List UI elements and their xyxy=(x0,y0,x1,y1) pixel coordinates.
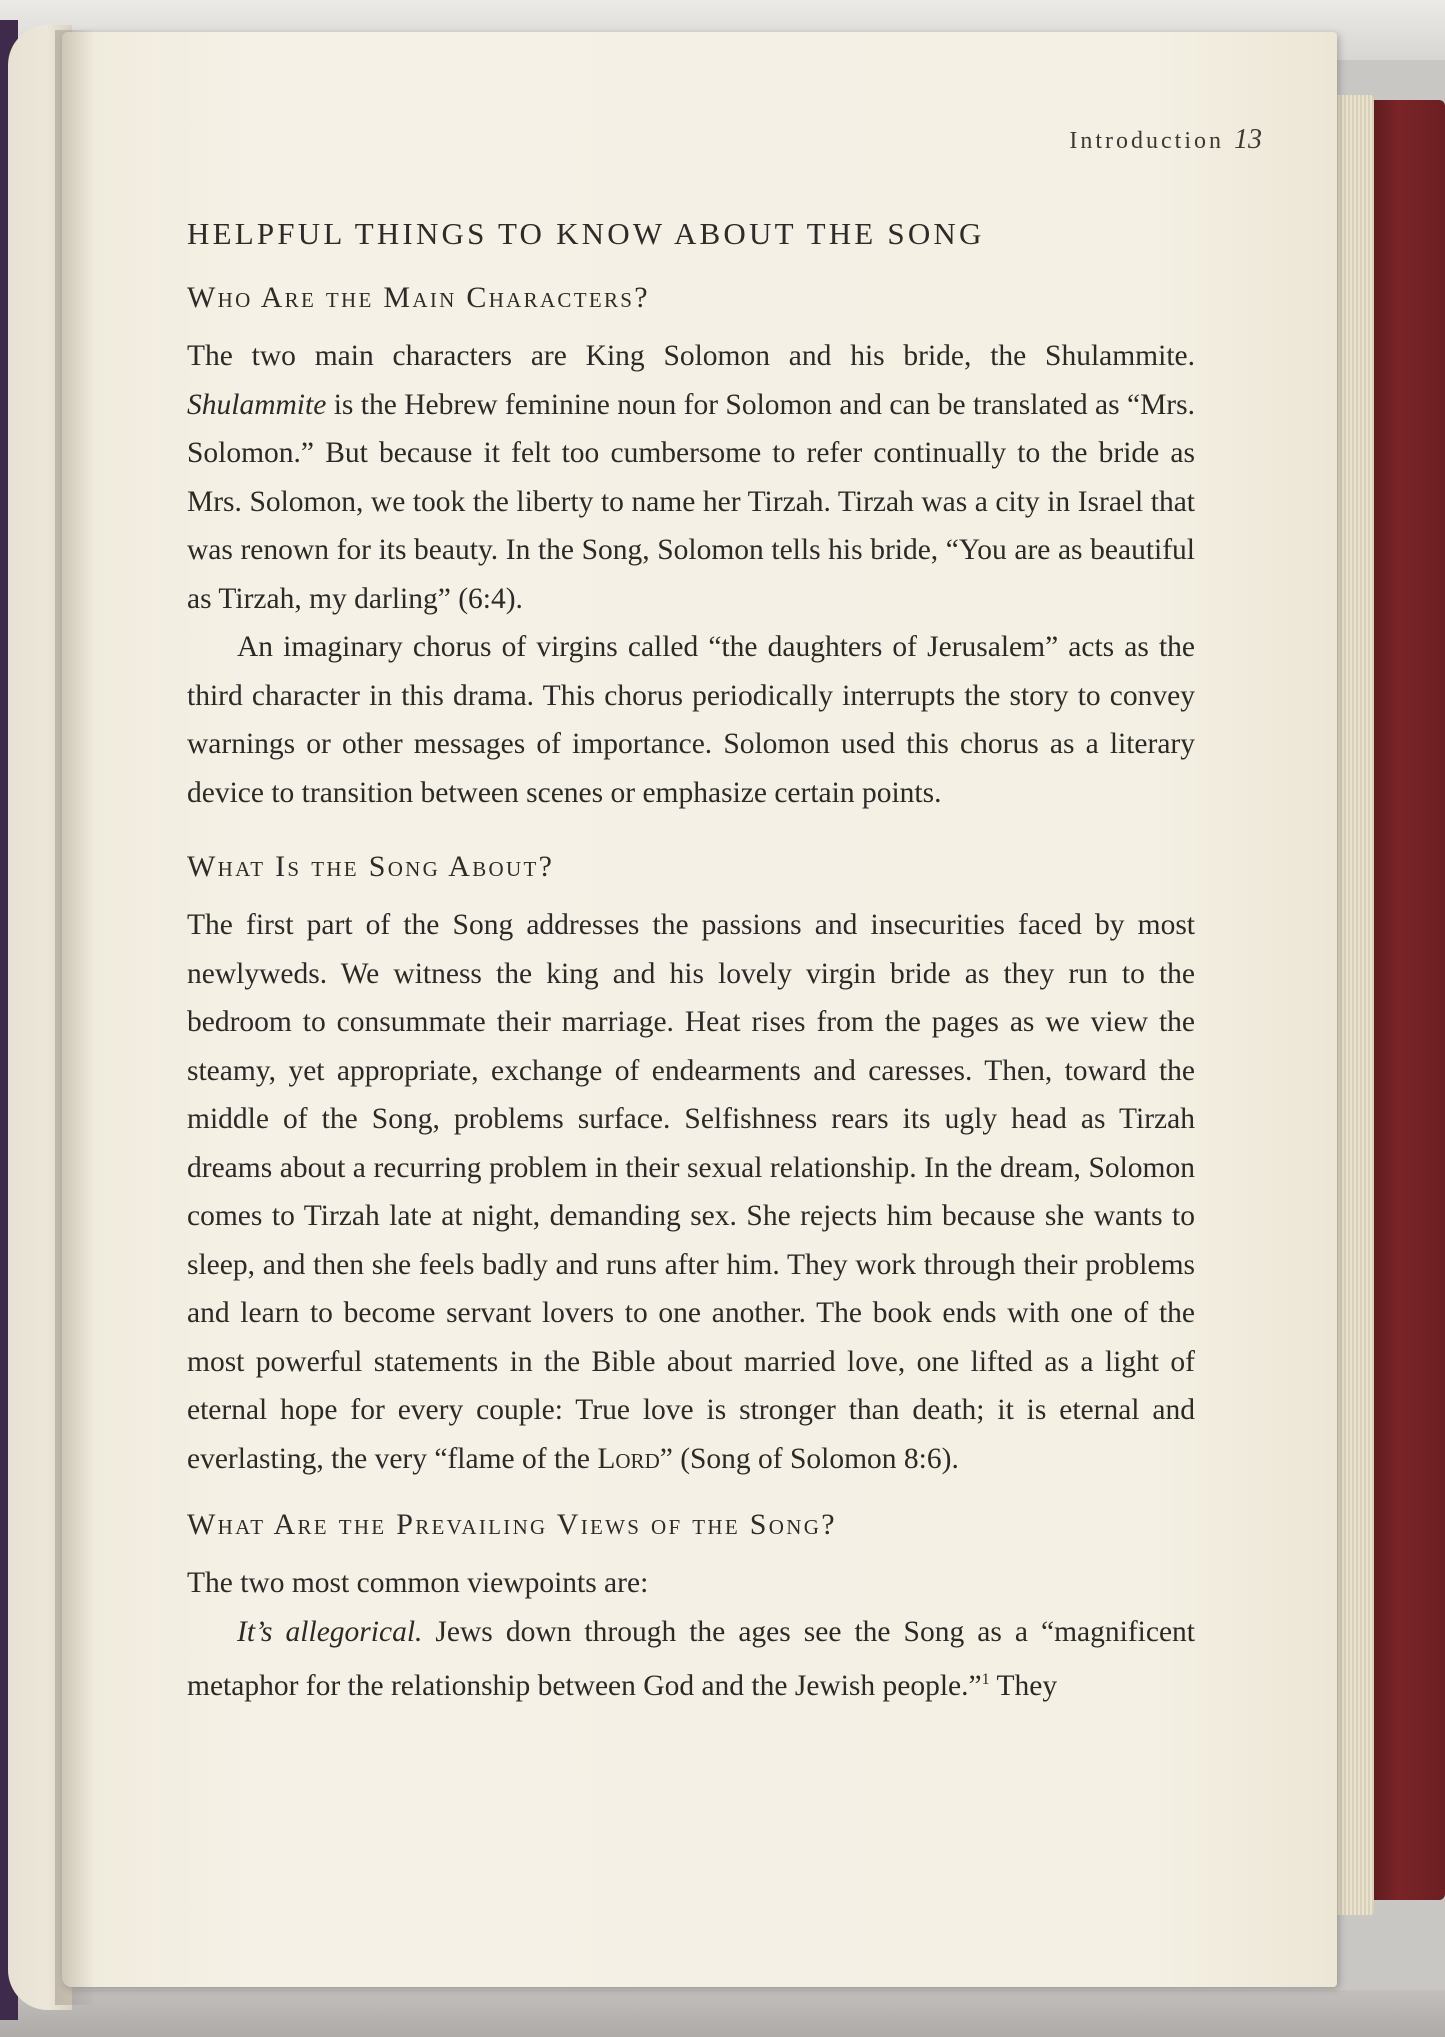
text-run: is the Hebrew feminine noun for Solomon and can be translated as “Mrs. Solomon.” But because it felt too cumbersome to refer continually to the bride as Mrs. Solomon, we took the liberty to name her Tirzah. Tirzah was a city in Israel that was renown for its beauty. In the Song, Solomon tells his bride, “You are as beautiful as Tirzah, my darling” (6:4). xyxy=(187,388,1195,615)
page-content xyxy=(187,214,1195,1710)
paragraph-main-characters-1 xyxy=(187,332,1195,623)
gutter-shadow xyxy=(55,30,95,2005)
section-title: HELPFUL THINGS TO KNOW ABOUT THE SONG xyxy=(187,216,985,251)
text-run: Jews down through the ages see the Song as a “magnificent metaphor for the relationship between God and the Jewish people.” xyxy=(187,1615,1195,1702)
paragraph-main-characters-2: An imaginary chorus of virgins called “the daughters of Jerusalem” acts as the third character in this drama. This chorus periodically interrupts the story to convey warnings or other messages of importance. Solomon used this chorus as a literary device to transition between scenes or emphasize certain points. xyxy=(187,631,1195,809)
italic-term: Shulammite xyxy=(187,388,327,421)
subheading-prevailing-views: What Are the Prevailing Views of the Song? xyxy=(187,1508,837,1541)
paragraph-prevailing-views-1: The two most common viewpoints are: xyxy=(187,1567,649,1599)
subheading-song-about: What Is the Song About? xyxy=(187,850,555,883)
text-run: The two main characters are King Solomon and his bride, the Shulammite. xyxy=(187,340,1195,372)
page-number: 13 xyxy=(1234,124,1262,155)
paragraph-song-about xyxy=(187,901,1195,1483)
text-run: They xyxy=(989,1669,1058,1702)
text-run: The first part of the Song addresses the passions and insecurities faced by most newlyweds. We witness the king and his lovely virgin bride as they run to the bedroom to consummate their marriage. Heat rises from the pages as we view the steamy, yet appropriate, exchange of endearments and caresses. Then, toward the middle of the Song, problems surface. Selfishness rears its ugly head as Tirzah dreams about a recurring problem in their sexual relationship. In the dream, Solomon comes to Tirzah late at night, demanding sex. She rejects him because she wants to sleep, and then she feels badly and runs after him. They work through their problems and learn to become servant lovers to one another. The book ends with one of the most powerful statements in the Bible about married love, one lifted as a light of eternal hope for every couple: True love is stronger than death; it is eternal and everlasting, the very “flame of the xyxy=(187,909,1195,1475)
paragraph-prevailing-views-2 xyxy=(187,1608,1195,1711)
running-head xyxy=(992,124,1262,156)
italic-lead: It’s allegorical. xyxy=(237,1615,423,1648)
footnote-marker: 1 xyxy=(981,1671,990,1688)
text-run: ” (Song of Solomon 8:6). xyxy=(659,1442,959,1475)
book-cover-right xyxy=(1368,100,1445,1900)
background-bottom xyxy=(0,1990,1445,2037)
small-caps-lord: Lord xyxy=(597,1442,660,1475)
subheading-main-characters: Who Are the Main Characters? xyxy=(187,281,650,314)
running-head-title: Introduction xyxy=(1069,128,1224,154)
